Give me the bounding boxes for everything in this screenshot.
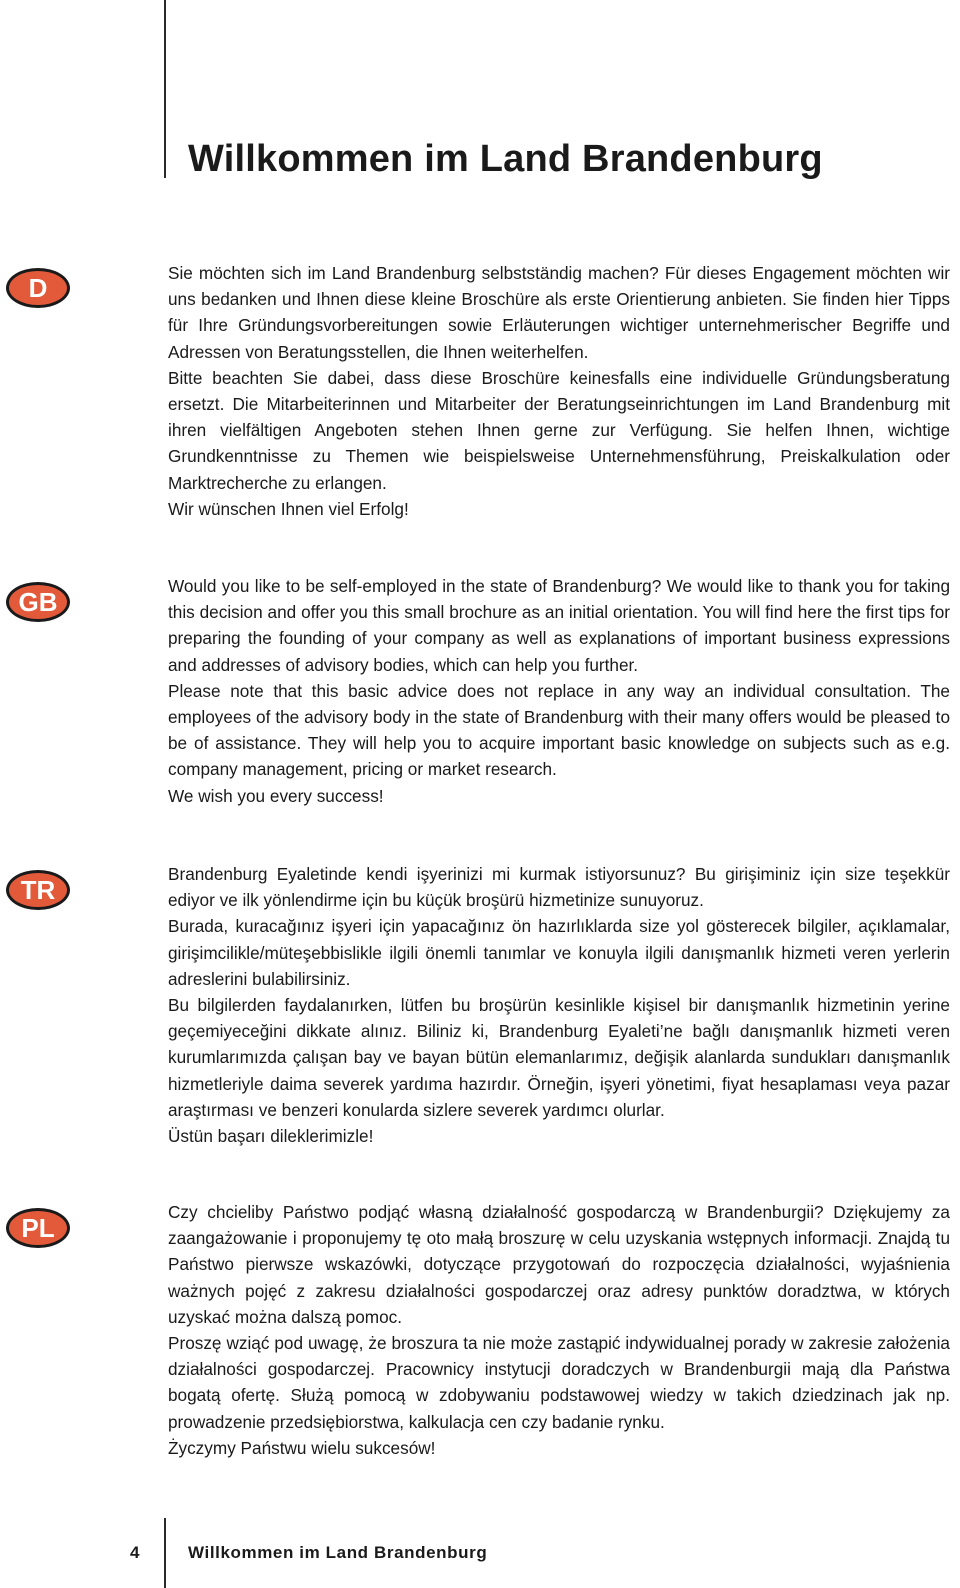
paragraph: Życzymy Państwu wielu sukcesów!	[168, 1437, 436, 1458]
paragraph: Üstün başarı dileklerimizle!	[168, 1126, 374, 1147]
language-badge-tr: TR	[6, 870, 70, 910]
paragraph: Please note that this basic advice does not replace in any way an individual consultation. The employees of the advisory body in the state of Brandenburg with their many offers would be pleased to be of assistance. They will help you to acquire important basic knowledge on subjects such as e.g. company management, pricing or market research.	[168, 680, 950, 780]
paragraph: Czy chcieliby Państwo podjąć własną działalność gospodarczą w Brandenburgii? Dziękujemy za zaangażowanie i proponujemy tę oto małą broszurę w celu uzyskania wstępnych informacji. Znajdą tu Państwo pierwsze wskazówki, dotyczące przygotowań do rozpoczęcia działalności, wyjaśnienia ważnych pojęć z zakresu działalności gospodarczej oraz adresy punktów doradztwa, w których uzyskać można dalszą pomoc.	[168, 1202, 950, 1327]
paragraph: Burada, kuracağınız işyeri için yapacağınız ön hazırlıklarda size yol gösterecek bilgiler, açıklamalar, girişimcilikle/müteşebbislikle ilgili önemli tanımlar ve konuyla ilgili danışmanlık hizmeti veren yerlerin adreslerini bulabilirsiniz.	[168, 916, 950, 989]
page-title: Willkommen im Land Brandenburg	[188, 138, 823, 180]
margin-rule-top	[164, 0, 166, 178]
paragraph: Bitte beachten Sie dabei, dass diese Broschüre keinesfalls eine individuelle Gründungsberatung ersetzt. Die Mitarbeiterinnen und Mitarbeiter der Beratungseinrichtungen im Land Brandenburg mit ihren vielfältigen Angeboten stehen Ihnen gerne zur Verfügung. Sie helfen Ihnen, wichtige Grundkenntnisse zu Themen wie beispielsweise Unternehmensführung, Preiskalkulation oder Marktrecherche zu erlangen.	[168, 367, 950, 493]
paragraph: Sie möchten sich im Land Brandenburg selbstständig machen? Für dieses Engagement möchten wir uns bedanken und Ihnen diese kleine Broschüre als erste Orientierung anbieten. Sie finden hier Tipps für Ihre Gründungsvorbereitungen sowie Erläuterungen wichtiger unternehmerischer Begriffe und Adressen von Beratungsstellen, die Ihnen weiterhelfen.	[168, 263, 950, 362]
language-badge-d: D	[6, 268, 70, 308]
language-badge-pl: PL	[6, 1208, 70, 1248]
section-english	[168, 573, 950, 809]
paragraph: Wir wünschen Ihnen viel Erfolg!	[168, 498, 409, 519]
language-badge-gb: GB	[6, 582, 70, 622]
section-german	[168, 260, 950, 522]
margin-rule-bottom	[164, 1518, 166, 1588]
section-polish	[168, 1199, 950, 1461]
footer-title: Willkommen im Land Brandenburg	[188, 1543, 488, 1562]
section-turkish	[168, 861, 950, 1149]
paragraph: Would you like to be self-employed in the state of Brandenburg? We would like to thank you for taking this decision and offer you this small brochure as an initial orientation. You will find here the first tips for preparing the founding of your company as well as explanations of important business expressions and addresses of advisory bodies, which can help you further.	[168, 576, 950, 675]
paragraph: Proszę wziąć pod uwagę, że broszura ta nie może zastąpić indywidualnej porady w zakresie założenia działalności gospodarczej. Pracownicy instytucji doradczych w Brandenburgii mają dla Państwa bogatą ofertę. Służą pomocą w zdobywaniu podstawowej wiedzy w takich dziedzinach jak np. prowadzenie przedsiębiorstwa, kalkulacja cen czy badanie rynku.	[168, 1333, 950, 1432]
paragraph: We wish you every success!	[168, 785, 384, 806]
paragraph: Bu bilgilerden faydalanırken, lütfen bu broşürün kesinlikle kişisel bir danışmanlık hizmetinin yerine geçemiyeceğini dikkate alınız. Biliniz ki, Brandenburg Eyaleti’ne bağlı danışmanlık hizmeti veren kurumlarımızda çalışan bay ve bayan bütün elemanlarımız, değişik alanlarda sundukları danışmanlık hizmetleriyle daima severek yardıma hazırdır. Örneğin, işyeri yönetimi, fiyat hesaplaması veya pazar araştırması ve benzeri konularda sizlere severek yardımcı olurlar.	[168, 995, 950, 1120]
page-number: 4	[130, 1543, 140, 1562]
paragraph: Brandenburg Eyaletinde kendi işyerinizi mi kurmak istiyorsunuz? Bu girişiminiz için size teşekkür ediyor ve ilk yönlendirme için bu küçük broşürü hizmetinize sunuyoruz.	[168, 864, 950, 911]
